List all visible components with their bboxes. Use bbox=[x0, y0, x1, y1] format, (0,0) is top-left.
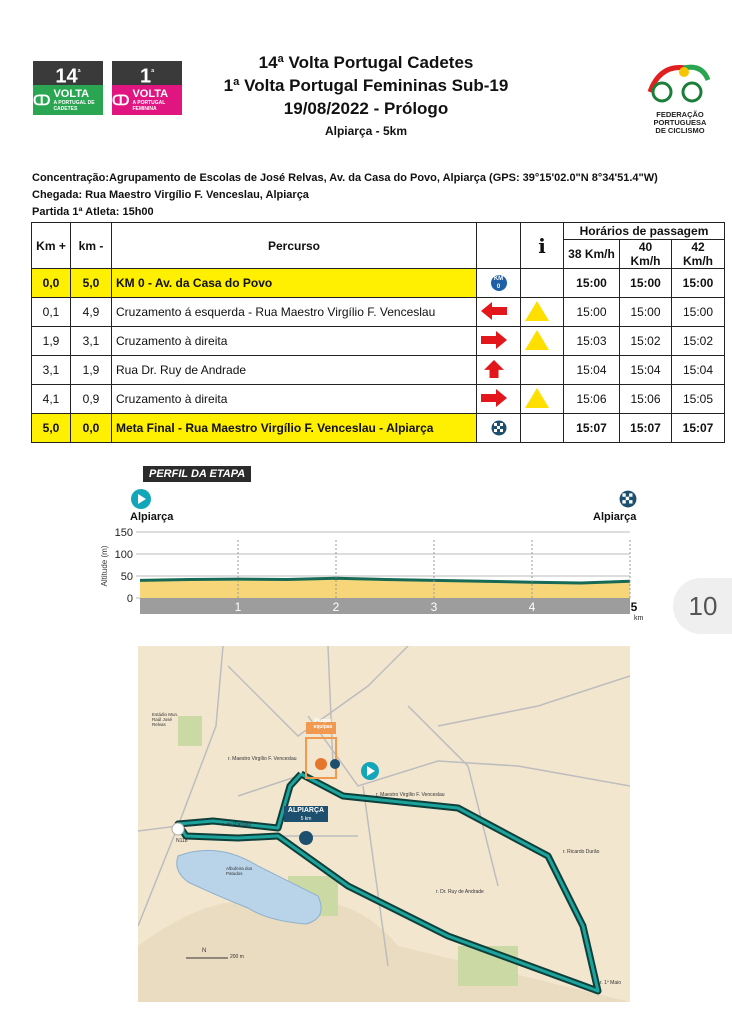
page-number: 10 bbox=[673, 578, 732, 634]
warning-icon bbox=[525, 301, 549, 321]
col-speed-38: 38 Km/h bbox=[564, 240, 620, 269]
y-tick-label: 0 bbox=[126, 593, 133, 605]
svg-text:N: N bbox=[202, 948, 207, 954]
map-label-street: r. do Planalto bbox=[222, 822, 252, 828]
concentracao-text: Concentração:Agrupamento de Escolas de José Relvas, Av. da Casa do Povo, Alpiarça (GPS: 39°15'02.0"N 8°34'51.4"W) bbox=[32, 172, 658, 184]
route-map bbox=[138, 646, 630, 1002]
chegada-text: Chegada: Rua Maestro Virgílio F. Venceslau, Alpiarça bbox=[32, 189, 309, 201]
map-label-road: N118 bbox=[176, 838, 188, 844]
table-row: 5,0 0,0 Meta Final - Rua Maestro Virgílio F. Venceslau - Alpiarça 15:07 15:07 15:07 bbox=[32, 414, 725, 443]
y-axis-label: Altitude (m) bbox=[100, 545, 109, 587]
finish-flag-icon bbox=[619, 490, 637, 508]
table-row: 3,1 1,9 Rua Dr. Ruy de Andrade 15:04 15:04 15:04 bbox=[32, 356, 725, 385]
x-tick-label: 4 bbox=[528, 600, 536, 614]
federation-logo: FEDERAÇÃO PORTUGUESA DE CICLISMO bbox=[640, 62, 720, 134]
start-icon bbox=[130, 488, 152, 510]
x-tick-label: 5 bbox=[630, 600, 638, 614]
map-label-alpiarca: ALPIARÇA bbox=[287, 807, 325, 814]
volta-cadetes-logo: $14^ª$ ↀ VOLTA A PORTUGAL DE CADETES bbox=[33, 61, 103, 115]
arrow-left-icon bbox=[481, 302, 507, 320]
start-label: Alpiarça bbox=[130, 511, 174, 523]
map-label-distance: 5 km bbox=[300, 816, 312, 822]
info-icon: i bbox=[521, 223, 564, 269]
route-table bbox=[31, 222, 725, 443]
stage-subtitle: Alpiarça - 5km bbox=[324, 124, 408, 138]
page-title-2: 1ª Volta Portugal Femininas Sub-19 bbox=[223, 76, 509, 95]
elevation-profile-chart bbox=[95, 522, 655, 622]
y-tick-label: 100 bbox=[114, 549, 133, 561]
x-unit-label: km bbox=[634, 615, 644, 622]
map-label-street: r. 1º Maio bbox=[600, 980, 622, 986]
map-label-street: r. Dr. Ruy de Andrade bbox=[436, 889, 484, 895]
table-row: 0,1 4,9 Cruzamento á esquerda - Rua Maestro Virgílio F. Venceslau 15:00 15:00 15:00 bbox=[32, 298, 725, 327]
arrow-right-icon bbox=[481, 331, 507, 349]
map-label-parque: Parque equipas bbox=[313, 718, 333, 730]
table-row: 1,9 3,1 Cruzamento à direita 15:03 15:02 15:02 bbox=[32, 327, 725, 356]
km0-icon: KM 0 bbox=[491, 275, 507, 291]
page-title: 14ª Volta Portugal Cadetes bbox=[258, 53, 474, 72]
map-label-lake: Albufeira dos Patudos bbox=[226, 866, 253, 876]
table-row: 0,0 5,0 KM 0 - Av. da Casa do Povo KM 0 15:00 15:00 15:00 bbox=[32, 269, 725, 298]
distance-bar bbox=[140, 598, 630, 614]
map-label-street: r. Ricardo Durão bbox=[563, 849, 600, 855]
col-km-minus: km - bbox=[71, 223, 112, 269]
y-tick-label: 150 bbox=[114, 527, 133, 539]
map-label-street: r. Maestro Virgílio F. Venceslau bbox=[228, 756, 297, 762]
y-tick-label: 50 bbox=[120, 571, 133, 583]
partida-text: Partida 1ª Atleta: 15h00 bbox=[32, 206, 154, 218]
map-label-street: r. Maestro Virgílio F. Venceslau bbox=[376, 792, 445, 798]
finish-flag-icon bbox=[491, 420, 507, 436]
cyclist-icon bbox=[640, 62, 720, 106]
x-tick-label: 3 bbox=[430, 600, 438, 614]
arrow-right-icon bbox=[481, 389, 507, 407]
end-label: Alpiarça bbox=[593, 511, 637, 523]
x-tick-label: 1 bbox=[234, 600, 242, 614]
map-scale: 200 m bbox=[230, 954, 244, 960]
warning-icon bbox=[525, 330, 549, 350]
col-speed-42: 42 Km/h bbox=[672, 240, 725, 269]
warning-icon bbox=[525, 388, 549, 408]
volta-femininas-logo: $1^ª$ ↀ VOLTA A PORTUGAL FEMININA bbox=[112, 61, 182, 115]
stage-date: 19/08/2022 - Prólogo bbox=[283, 99, 449, 118]
col-km-plus: Km + bbox=[32, 223, 71, 269]
col-horarios: Horários de passagem bbox=[564, 223, 725, 240]
x-tick-label: 2 bbox=[332, 600, 340, 614]
arrow-up-icon bbox=[481, 360, 507, 378]
col-speed-40: 40 Km/h bbox=[620, 240, 672, 269]
table-row: 4,1 0,9 Cruzamento à direita 15:06 15:06 15:05 bbox=[32, 385, 725, 414]
profile-tag: PERFIL DA ETAPA bbox=[143, 466, 251, 482]
col-percurso: Percurso bbox=[112, 223, 477, 269]
map-label-stadium: Estádio Mun. Raúl José Relvas bbox=[152, 712, 179, 727]
